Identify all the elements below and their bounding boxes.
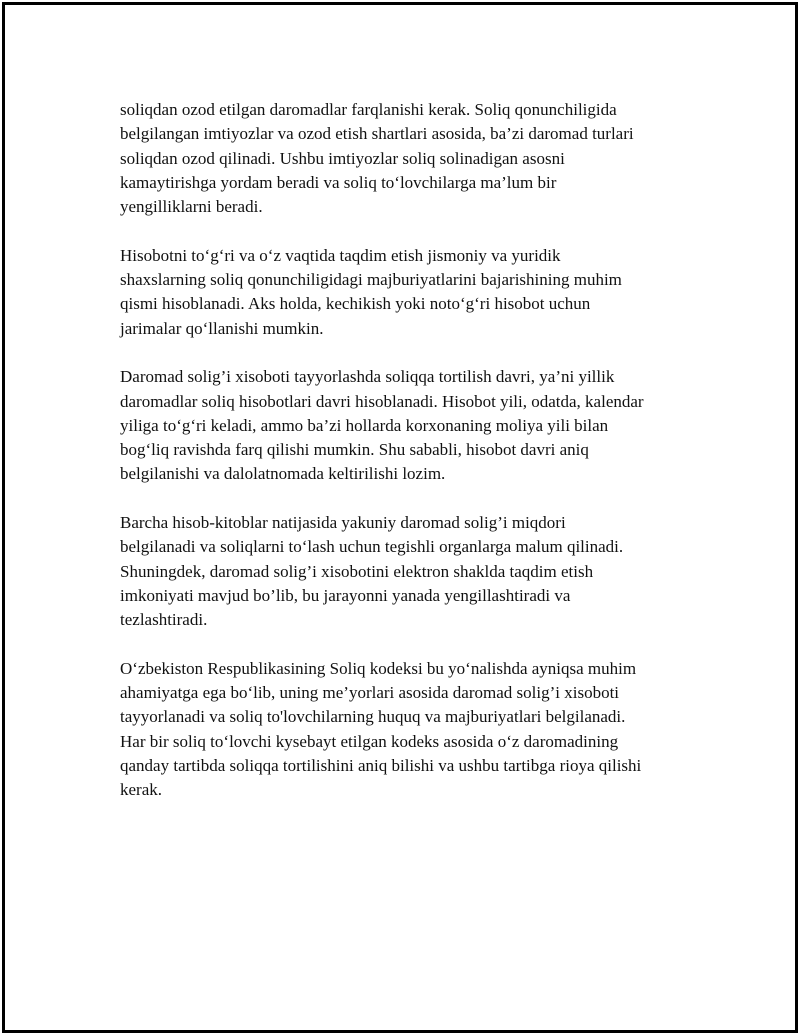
document-page [2,2,798,1033]
paragraph-final-calculation: Barcha hisob-kitoblar natijasida yakuniy daromad solig’i miqdori belgilanadi va soliqlarni to‘lash uchun tegishli organlarga malum qilinadi. Shuningdek, daromad solig’i xisobotini elektron shaklda taqdim etish imkoniyati mavjud bo’lib, bu jarayonni yanada yengillashtiradi va tezlashtiradi. [120,513,624,630]
paragraph-tax-code: O‘zbekiston Respublikasining Soliq kodeksi bu yo‘nalishda ayniqsa muhim ahamiyatga ega bo‘lib, uning me’yorlari asosida daromad solig’i xisoboti tayyorlanadi va soliq to'lovchilarning huquq va majburiyatlari belgilanadi. Har bir soliq to‘lovchi kysebayt etilgan kodeks asosida o‘z daromadining qanday tartibda soliqqa tortilishini aniq bilishi va ushbu tartibga rioya qilishi kerak. [120,658,642,800]
document-body [120,98,695,827]
paragraph-tax-exemptions: soliqdan ozod etilgan daromadlar farqlanishi kerak. Soliq qonunchiligida belgilangan imtiyozlar va ozod etish shartlari asosida, ba’zi daromad turlari soliqdan ozod qilinadi. Ushbu imtiyozlar soliq solinadigan asosni kamaytirishga yordam beradi va soliq to‘lovchilarga ma’lum bir yengilliklarni beradi. [120,100,634,217]
paragraph-timely-reporting: Hisobotni to‘g‘ri va o‘z vaqtida taqdim etish jismoniy va yuridik shaxslarning soliq qonunchiligidagi majburiyatlarini bajarishining muhim qismi hisoblanadi. Aks holda, kechikish yoki noto‘g‘ri hisobot uchun jarimalar qo‘llanishi mumkin. [120,245,622,338]
paragraph-reporting-period: Daromad solig’i xisoboti tayyorlashda soliqqa tortilish davri, ya’ni yillik daromadlar soliq hisobotlari davri hisoblanadi. Hisobot yili, odatda, kalendar yiliga to‘g‘ri keladi, ammo ba’zi hollarda korxonaning moliya yili bilan bog‘liq ravishda farq qilishi mumkin. Shu sababli, hisobot davri aniq belgilanishi va dalolatnomada keltirilishi lozim. [120,367,644,484]
